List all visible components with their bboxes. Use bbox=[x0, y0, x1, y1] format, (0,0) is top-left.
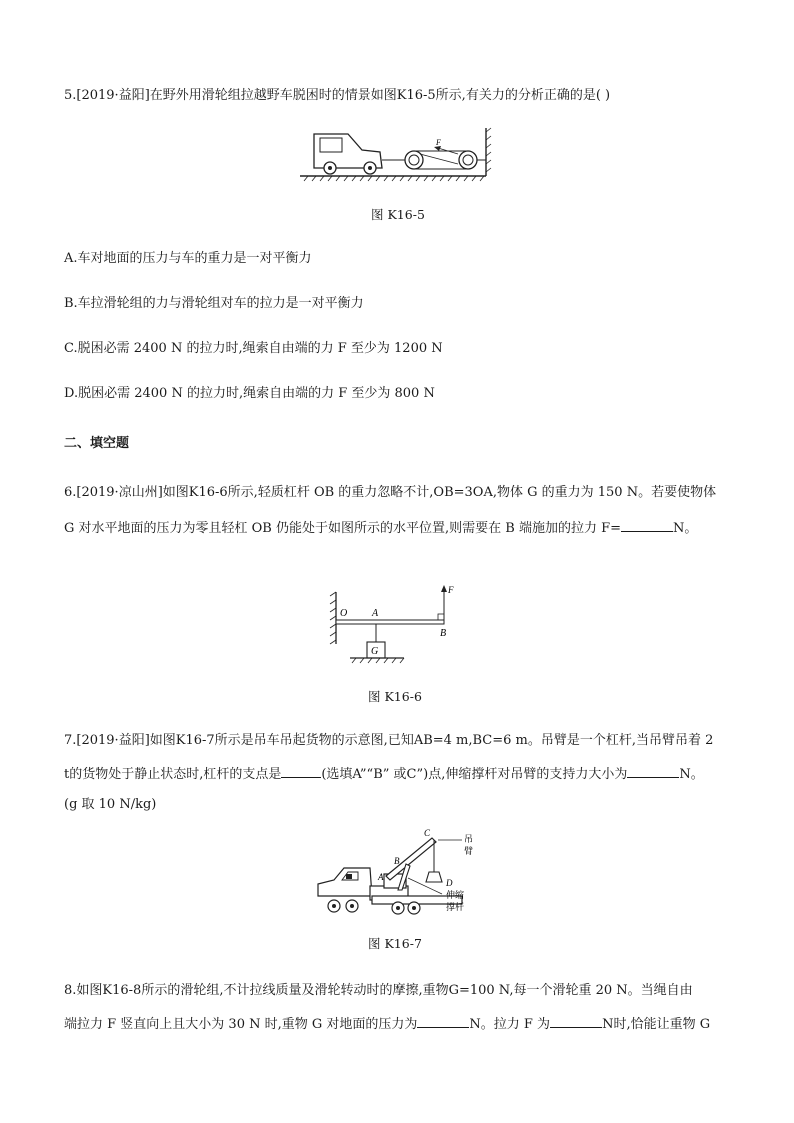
label-c: C bbox=[424, 828, 431, 838]
figure-k16-5 bbox=[296, 124, 496, 182]
q7-line-2-middle: (选填A”“B” 或C”)点,伸缩撑杆对吊臂的支持力大小为 bbox=[321, 767, 628, 782]
q8-pressure-blank[interactable] bbox=[417, 1014, 469, 1028]
label-strut-1: 伸缩 bbox=[446, 890, 465, 900]
q7-line-2-text: t的货物处于静止状态时,杠杆的支点是 bbox=[64, 767, 282, 782]
q6-line-2-text: G 对水平地面的压力为零且轻杠 OB 仍能处于如图所示的水平位置,则需要在 B 端施加的拉力 F= bbox=[64, 521, 621, 536]
label-o: O bbox=[340, 608, 348, 619]
label-boom-2: 臂 bbox=[464, 846, 474, 856]
figure-label-f: F bbox=[436, 138, 441, 147]
q8-force-blank[interactable] bbox=[550, 1014, 602, 1028]
q8-line-1: 8.如图K16-8所示的滑轮组,不计拉线质量及滑轮转动时的摩擦,重物G=100 N,每一个滑轮重 20 N。当绳自由 bbox=[64, 983, 693, 998]
q8-line-2-middle: N。拉力 F 为 bbox=[469, 1017, 551, 1032]
q6-line-2-unit: N。 bbox=[673, 521, 698, 536]
q5-option-a: A.车对地面的压力与车的重力是一对平衡力 bbox=[64, 251, 312, 266]
label-b: B bbox=[440, 628, 447, 639]
q6-answer-blank[interactable] bbox=[621, 518, 673, 532]
label-boom-1: 吊 bbox=[464, 834, 474, 844]
figure-caption-k16-5: 图 K16-5 bbox=[371, 207, 425, 222]
q7-force-blank[interactable] bbox=[627, 764, 679, 778]
figure-k16-6 bbox=[320, 582, 470, 664]
label-g: G bbox=[371, 646, 379, 657]
q5-option-c: C.脱困必需 2400 N 的拉力时,绳索自由端的力 F 至少为 1200 N bbox=[64, 341, 443, 356]
q8-line-2-end: N时,恰能让重物 G bbox=[602, 1017, 711, 1032]
q8-line-2-text: 端拉力 F 竖直向上且大小为 30 N 时,重物 G 对地面的压力为 bbox=[64, 1017, 418, 1032]
label-b: B bbox=[394, 856, 400, 866]
q5-stem: 5.[2019·益阳]在野外用滑轮组拉越野车脱困时的情景如图K16-5所示,有关力的分析正确的是( ) bbox=[64, 88, 611, 103]
q5-option-d: D.脱困必需 2400 N 的拉力时,绳索自由端的力 F 至少为 800 N bbox=[64, 386, 435, 401]
figure-caption-k16-7: 图 K16-7 bbox=[368, 936, 422, 951]
q8-line-2 bbox=[64, 1014, 710, 1034]
q7-line-2-unit: N。 bbox=[679, 767, 704, 782]
q5-option-b: B.车拉滑轮组的力与滑轮组对车的拉力是一对平衡力 bbox=[64, 296, 364, 311]
label-a: A bbox=[372, 608, 379, 619]
q6-line-1: 6.[2019·凉山州]如图K16-6所示,轻质杠杆 OB 的重力忽略不计,OB=3OA,物体 G 的重力为 150 N。若要使物体 bbox=[64, 485, 717, 500]
label-f: F bbox=[448, 585, 454, 595]
label-d: D bbox=[446, 878, 453, 888]
q7-fulcrum-blank[interactable] bbox=[281, 764, 321, 778]
label-strut-2: 撑杆 bbox=[446, 902, 465, 912]
q7-line-1: 7.[2019·益阳]如图K16-7所示是吊车吊起货物的示意图,已知AB=4 m,BC=6 m。吊臂是一个杠杆,当吊臂吊着 2 bbox=[64, 733, 714, 748]
section-heading: 二、填空题 bbox=[64, 436, 130, 451]
figure-caption-k16-6: 图 K16-6 bbox=[368, 689, 422, 704]
label-a: A bbox=[378, 872, 384, 882]
figure-k16-7 bbox=[312, 826, 492, 918]
q7-line-2 bbox=[64, 764, 704, 784]
q6-line-2 bbox=[64, 518, 697, 538]
q7-line-3: (g 取 10 N/kg) bbox=[64, 797, 157, 812]
